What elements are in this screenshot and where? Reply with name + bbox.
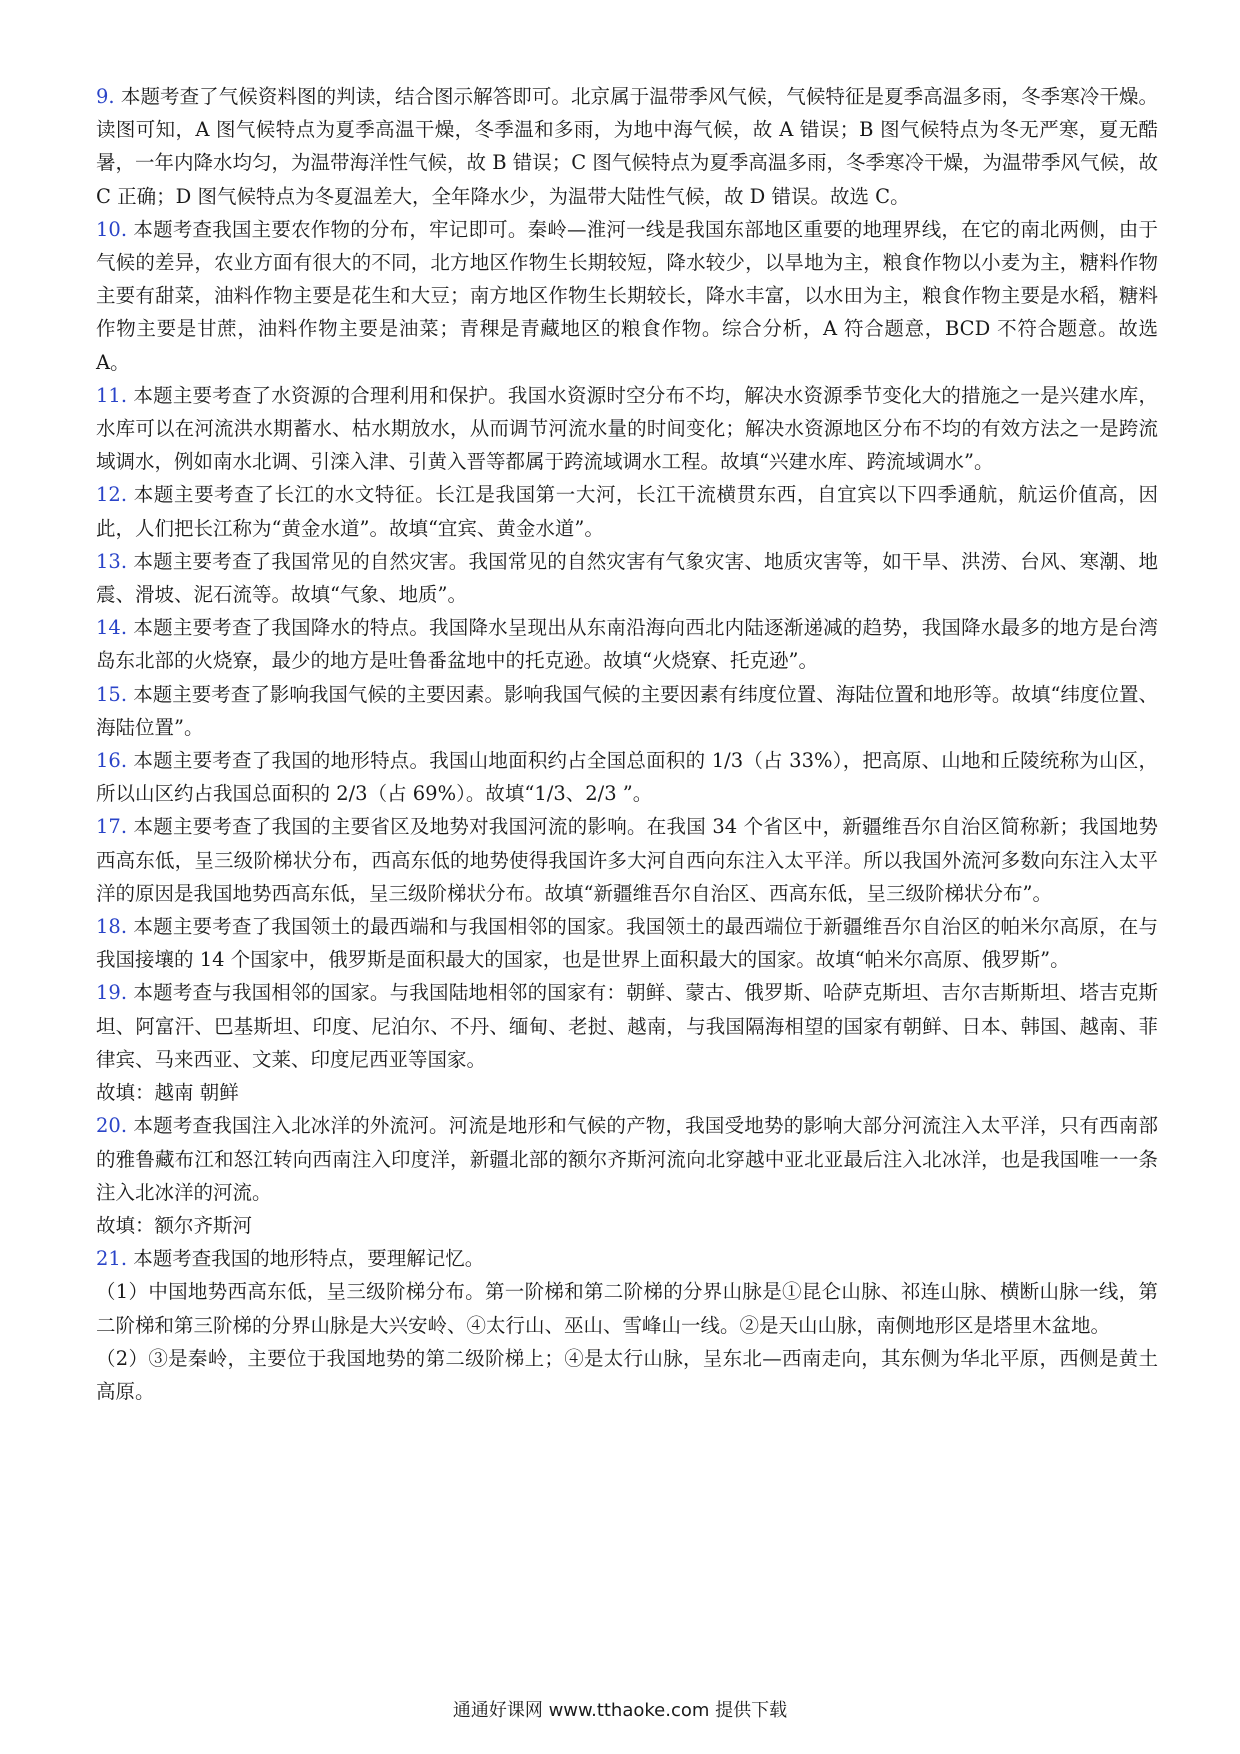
question-number: 18.	[96, 915, 128, 939]
answer-text: 本题主要考查了我国的地形特点。我国山地面积约占全国总面积的 1/3（占 33%），把高原、山地和丘陵统称为山区，所以山区约占我国总面积的 2/3（占 69%）。故填“1/3、2/3 ”。	[96, 749, 1158, 806]
answer-text: 本题考查与我国相邻的国家。与我国陆地相邻的国家有：朝鲜、蒙古、俄罗斯、哈萨克斯坦、吉尔吉斯斯坦、塔吉克斯坦、阿富汗、巴基斯坦、印度、尼泊尔、不丹、缅甸、老挝、越南，与我国隔海相望的国家有朝鲜、日本、韩国、越南、菲律宾、马来西亚、文莱、印度尼西亚等国家。	[96, 981, 1158, 1071]
question-number: 19.	[96, 981, 128, 1005]
question-number: 15.	[96, 682, 128, 706]
answer-12	[96, 478, 1158, 544]
answer-text: 本题考查我国的地形特点，要理解记忆。	[127, 1247, 485, 1271]
question-number: 12.	[96, 483, 128, 507]
answer-text: 故填：额尔齐斯河	[96, 1213, 253, 1237]
question-number: 13.	[96, 549, 128, 573]
answer-17	[96, 810, 1158, 910]
answer-19-fill	[96, 1076, 1158, 1109]
answer-13	[96, 545, 1158, 611]
question-number: 21.	[96, 1247, 128, 1271]
question-number: 10.	[96, 217, 128, 241]
answer-10	[96, 213, 1158, 379]
answer-21	[96, 1242, 1158, 1275]
answer-11	[96, 379, 1158, 479]
answer-text: 本题考查我国主要农作物的分布，牢记即可。秦岭—淮河一线是我国东部地区重要的地理界线，在它的南北两侧，由于气候的差异，农业方面有很大的不同，北方地区作物生长期较短，降水较少，以旱地为主，粮食作物以小麦为主，糖料作物主要有甜菜，油料作物主要是花生和大豆；南方地区作物生长期较长，降水丰富，以水田为主，粮食作物主要是水稻，糖料作物主要是甘蔗，油料作物主要是油菜；青稞是青藏地区的粮食作物。综合分析，A 符合题意，BCD 不符合题意。故选 A。	[96, 217, 1158, 374]
question-number: 20.	[96, 1114, 128, 1138]
question-number: 11.	[96, 383, 128, 407]
answer-content	[96, 80, 1158, 1408]
answer-text: 本题主要考查了我国降水的特点。我国降水呈现出从东南沿海向西北内陆逐渐递减的趋势，我国降水最多的地方是台湾岛东北部的火烧寮，最少的地方是吐鲁番盆地中的托克逊。故填“火烧寮、托克逊”。	[96, 616, 1158, 673]
answer-text: 本题考查我国注入北冰洋的外流河。河流是地形和气候的产物，我国受地势的影响大部分河流注入太平洋，只有西南部的雅鲁藏布江和怒江转向西南注入印度洋，新疆北部的额尔齐斯河流向北穿越中亚北亚最后注入北冰洋，也是我国唯一一条注入北冰洋的河流。	[96, 1114, 1158, 1204]
answer-16	[96, 744, 1158, 810]
answer-14	[96, 611, 1158, 677]
answer-text: 故填：越南 朝鲜	[96, 1081, 239, 1105]
answer-9	[96, 80, 1158, 213]
answer-text: 本题主要考查了我国常见的自然灾害。我国常见的自然灾害有气象灾害、地质灾害等，如干旱、洪涝、台风、寒潮、地震、滑坡、泥石流等。故填“气象、地质”。	[96, 549, 1158, 607]
answer-text: 本题主要考查了水资源的合理利用和保护。我国水资源时空分布不均，解决水资源季节变化大的措施之一是兴建水库，水库可以在河流洪水期蓄水、枯水期放水，从而调节河流水量的时间变化；解决水资源地区分布不均的有效方法之一是跨流域调水，例如南水北调、引滦入津、引黄入晋等都属于跨流域调水工程。故填“兴建水库、跨流域调水”。	[96, 383, 1158, 474]
answer-20-fill	[96, 1209, 1158, 1242]
page-footer: 通通好课网 www.tthaoke.com 提供下载	[452, 1700, 788, 1721]
answer-text: 本题主要考查了我国的主要省区及地势对我国河流的影响。在我国 34 个省区中，新疆维吾尔自治区简称新；我国地势西高东低，呈三级阶梯状分布，西高东低的地势使得我国许多大河自西向东注入太平洋。所以我国外流河多数向东注入太平洋的原因是我国地势西高东低，呈三级阶梯状分布。故填“新疆维吾尔自治区、西高东低，呈三级阶梯状分布”。	[96, 815, 1158, 905]
answer-19	[96, 976, 1158, 1076]
question-number: 17.	[96, 815, 128, 839]
answer-text: 本题主要考查了我国领土的最西端和与我国相邻的国家。我国领土的最西端位于新疆维吾尔自治区的帕米尔高原，在与我国接壤的 14 个国家中，俄罗斯是面积最大的国家，也是世界上面积最大的国家。故填“帕米尔高原、俄罗斯”。	[96, 915, 1158, 972]
question-number: 16.	[96, 749, 128, 773]
answer-text: （1）中国地势西高东低，呈三级阶梯分布。第一阶梯和第二阶梯的分界山脉是①昆仑山脉、祁连山脉、横断山脉一线，第二阶梯和第三阶梯的分界山脉是大兴安岭、④太行山、巫山、雪峰山一线。②是天山山脉，南侧地形区是塔里木盆地。	[96, 1280, 1158, 1337]
answer-21-part-1	[96, 1275, 1158, 1341]
answer-text: （2）③是秦岭，主要位于我国地势的第二级阶梯上；④是太行山脉，呈东北—西南走向，其东侧为华北平原，西侧是黄土高原。	[96, 1346, 1158, 1403]
answer-20	[96, 1109, 1158, 1209]
question-number: 14.	[96, 616, 128, 640]
answer-15	[96, 678, 1158, 744]
answer-text: 本题主要考查了长江的水文特征。长江是我国第一大河，长江干流横贯东西，自宜宾以下四季通航，航运价值高，因此，人们把长江称为“黄金水道”。故填“宜宾、黄金水道”。	[96, 483, 1158, 540]
answer-text: 本题考查了气候资料图的判读，结合图示解答即可。北京属于温带季风气候，气候特征是夏季高温多雨，冬季寒冷干燥。读图可知，A 图气候特点为夏季高温干燥，冬季温和多雨，为地中海气候，故 A 错误；B 图气候特点为冬无严寒，夏无酷暑，一年内降水均匀，为温带海洋性气候，故 B 错误；C 图气候特点为夏季高温多雨，冬季寒冷干燥，为温带季风气候，故 C 正确；D 图气候特点为冬夏温差大，全年降水少，为温带大陆性气候，故 D 错误。故选 C。	[96, 85, 1158, 208]
question-number: 9.	[96, 85, 115, 108]
answer-18	[96, 910, 1158, 976]
answer-text: 本题主要考查了影响我国气候的主要因素。影响我国气候的主要因素有纬度位置、海陆位置和地形等。故填“纬度位置、海陆位置”。	[96, 682, 1158, 739]
answer-21-part-2	[96, 1342, 1158, 1408]
